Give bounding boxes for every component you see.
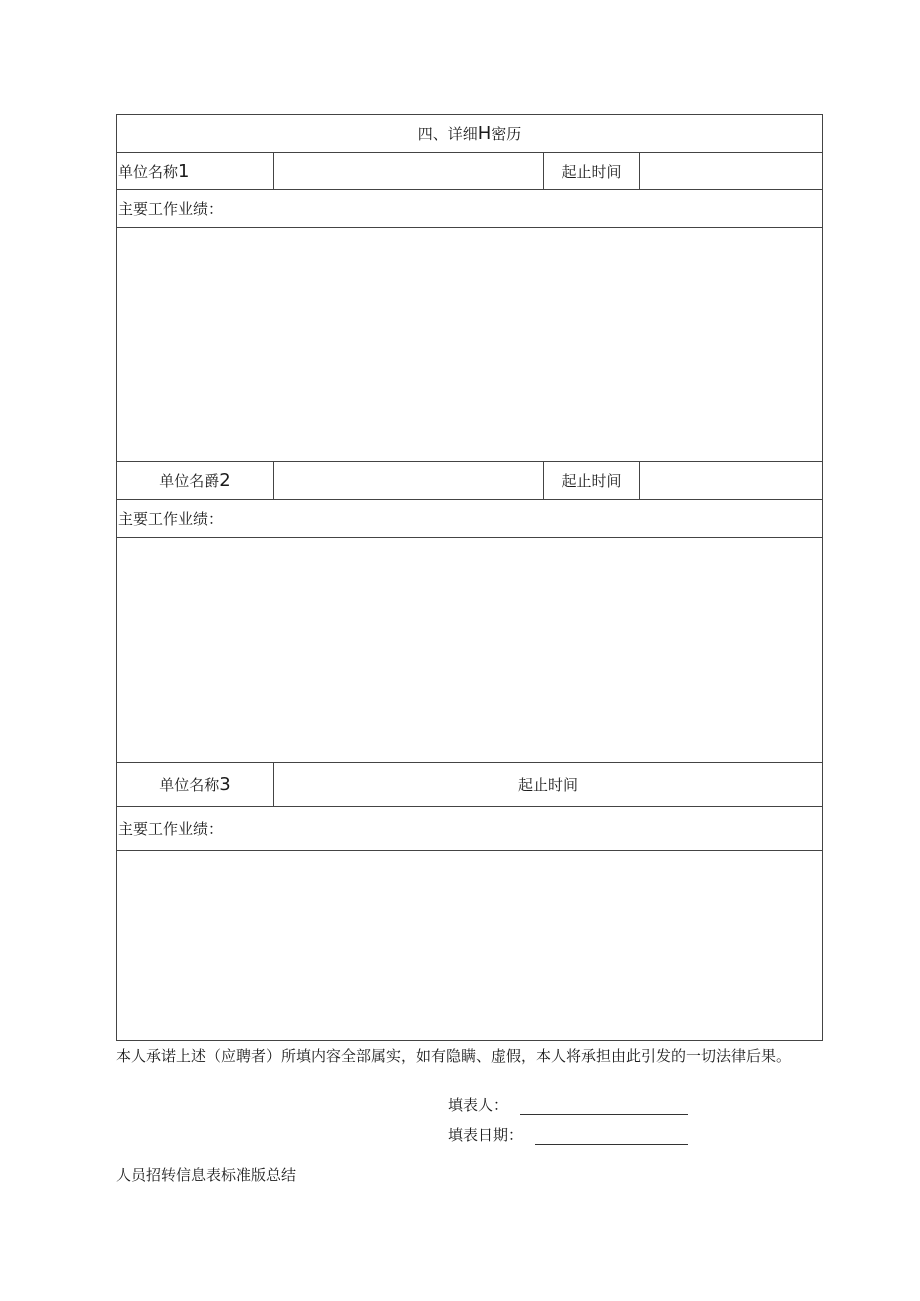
entry-1-header-row [117,153,822,190]
section-title-prefix: 四、详细 [417,125,478,143]
declaration-text: 本人承诺上述（应聘者）所填内容全部属实，如有隐瞒、虚假，本人将承担由此引发的一切法律后果。 [116,1047,792,1065]
period-label-1: 起止时间 [543,153,639,189]
unit-name-field-2[interactable] [273,462,543,499]
period-field-2[interactable] [639,462,822,499]
section-title-row [117,115,822,153]
date-line[interactable] [535,1128,688,1145]
entry-3-header-row [117,763,822,807]
section-title-mark: H [477,123,492,144]
entry-2-header-row [117,462,822,500]
section-title [117,115,822,152]
filler-row [448,1094,688,1115]
unit-name-label-1: 单位名称 1 [118,160,190,182]
filler-signature-line[interactable] [520,1098,688,1115]
entry-1-duties-label-row [117,190,822,228]
unit-name-field-1[interactable] [273,153,543,189]
duties-area-1[interactable] [117,228,822,462]
unit-name-label-3: 单位名称 3 [159,774,231,795]
unit-name-label-2: 单位名爵 2 [159,470,231,491]
section-title-suffix: 密历 [491,125,522,143]
duties-label-1: 主要工作业绩： [118,200,224,218]
period-field-1[interactable] [639,153,822,189]
duties-area-2[interactable] [117,538,822,763]
duties-area-3[interactable] [117,851,822,1040]
work-history-form [116,114,823,1041]
period-label-3: 起止时间 [517,776,578,794]
duties-label-3: 主要工作业绩： [118,820,224,838]
duties-label-2: 主要工作业绩： [118,510,224,528]
period-field-3[interactable] [273,763,822,806]
entry-2-duties-label-row [117,500,822,538]
period-label-2: 起止时间 [543,462,639,499]
document-footer: 人员招转信息表标准版总结 [116,1166,297,1184]
entry-3-duties-label-row [117,807,822,851]
date-row [448,1124,688,1145]
date-label: 填表日期： [448,1126,524,1144]
filler-label: 填表人： [448,1096,509,1114]
